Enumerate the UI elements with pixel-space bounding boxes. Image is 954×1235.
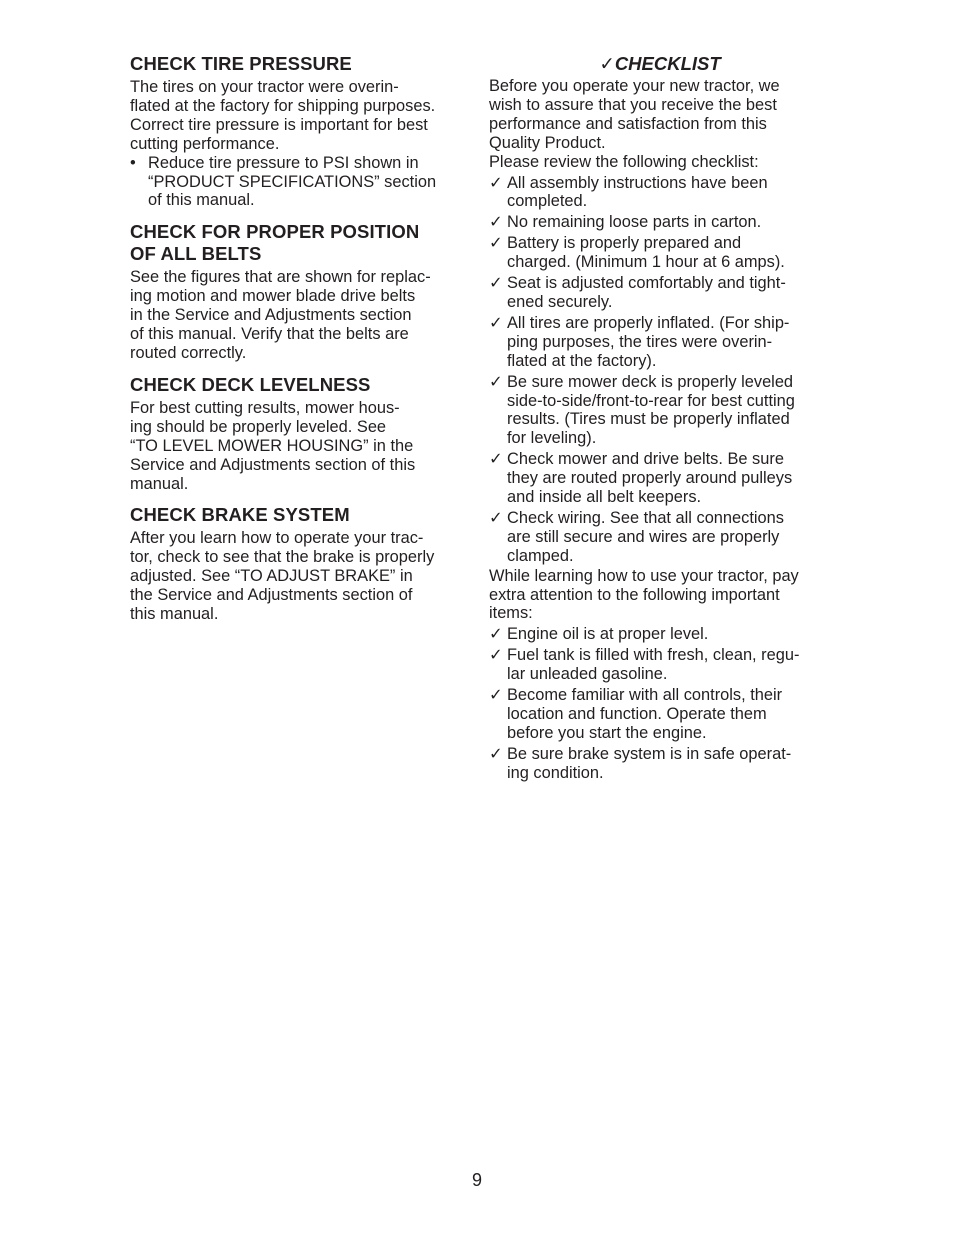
section-body: The tires on your tractor were overin- flated at the factory for shipping purposes. Correct tire pressure is important for best cutting performance. [130, 78, 436, 153]
check-item-text: Engine oil is at proper level. [507, 625, 709, 644]
check-item-text: Seat is adjusted comfortably and tight- ened securely. [507, 274, 786, 311]
check-item-text: Be sure brake system is in safe operat- ing condition. [507, 744, 792, 782]
learning-list [489, 625, 831, 782]
learning-item [489, 646, 831, 684]
section-body: After you learn how to operate your trac- tor, check to see that the brake is properly adjusted. See “TO ADJUST BRAKE” in the Service and Adjustments section of this manual. [130, 529, 435, 624]
checklist-item [489, 174, 831, 212]
section-deck-levelness [130, 374, 466, 494]
bullet-text: Reduce tire pressure to PSI shown in “PRODUCT SPECIFICATIONS” section of this manual. [148, 153, 437, 210]
check-item-text: All tires are properly inflated. (For ship- ping purposes, the tires were overin- flated at the factory). [507, 313, 790, 370]
checklist-item [489, 373, 831, 449]
section-heading: CHECK BRAKE SYSTEM [130, 504, 350, 526]
bullet-item [130, 154, 466, 211]
checkmark-icon: ✓ [489, 744, 503, 763]
section-belts [130, 221, 466, 363]
check-item-text: Fuel tank is filled with fresh, clean, regu- lar unleaded gasoline. [507, 646, 800, 684]
checkmark-icon: ✓ [489, 450, 503, 469]
check-item-text: All assembly instructions have been completed. [507, 173, 768, 211]
checklist-item [489, 450, 831, 507]
checklist-intro: Before you operate your new tractor, we wish to assure that you receive the best performance and satisfaction from this Quality Product. Please review the following checklist: [489, 77, 780, 171]
checkmark-icon: ✓ [489, 213, 503, 232]
checklist-item [489, 314, 831, 371]
section-heading: CHECK TIRE PRESSURE [130, 53, 352, 74]
checkmark-icon: ✓ [489, 372, 503, 391]
checkmark-icon: ✓ [489, 646, 503, 665]
checklist-item [489, 509, 831, 566]
section-heading: CHECK DECK LEVELNESS [130, 373, 371, 395]
learning-item [489, 686, 831, 743]
section-body: For best cutting results, mower hous- ing should be properly leveled. See “TO LEVEL MOWER HOUSING” in the Service and Adjustments section of this manual. [130, 398, 416, 493]
learning-item [489, 745, 831, 783]
learning-intro: While learning how to use your tractor, pay extra attention to the following important items: [489, 566, 799, 623]
left-column [130, 53, 466, 635]
learning-item [489, 625, 831, 644]
checklist [489, 174, 831, 566]
page-number: 9 [471, 1170, 482, 1190]
checkmark-icon: ✓ [489, 274, 503, 293]
right-column [489, 53, 831, 783]
checkmark-icon: ✓ [489, 686, 503, 705]
checklist-title: ✓CHECKLIST [599, 53, 721, 74]
bullet-mark: • [130, 153, 136, 172]
check-item-text: Battery is properly prepared and charged. (Minimum 1 hour at 6 amps). [507, 234, 785, 272]
check-item-text: Become familiar with all controls, their location and function. Operate them before you start the engine. [507, 686, 783, 742]
checkmark-icon: ✓ [489, 508, 503, 527]
checkmark-icon: ✓ [489, 313, 503, 332]
checkmark-icon: ✓ [489, 625, 503, 644]
section-brake-system [130, 504, 466, 624]
checklist-item [489, 274, 831, 312]
checkmark-icon: ✓ [489, 234, 503, 253]
check-item-text: Be sure mower deck is properly leveled side-to-side/front-to-rear for best cutting results. (Tires must be properly inflated for leveling). [507, 372, 795, 448]
section-heading: CHECK FOR PROPER POSITION OF ALL BELTS [130, 221, 420, 265]
checklist-item [489, 213, 831, 232]
section-tire-pressure [130, 53, 466, 210]
check-item-text: No remaining loose parts in carton. [507, 213, 762, 232]
checklist-item [489, 234, 831, 272]
check-item-text: Check mower and drive belts. Be sure they are routed properly around pulleys and inside all belt keepers. [507, 450, 793, 507]
section-body: See the figures that are shown for replac- ing motion and mower blade drive belts in the Service and Adjustments section of this manual. Verify that the belts are routed correctly. [130, 268, 431, 362]
checkmark-icon: ✓ [489, 173, 503, 192]
check-item-text: Check wiring. See that all connections are still secure and wires are properly clamped. [507, 508, 784, 565]
